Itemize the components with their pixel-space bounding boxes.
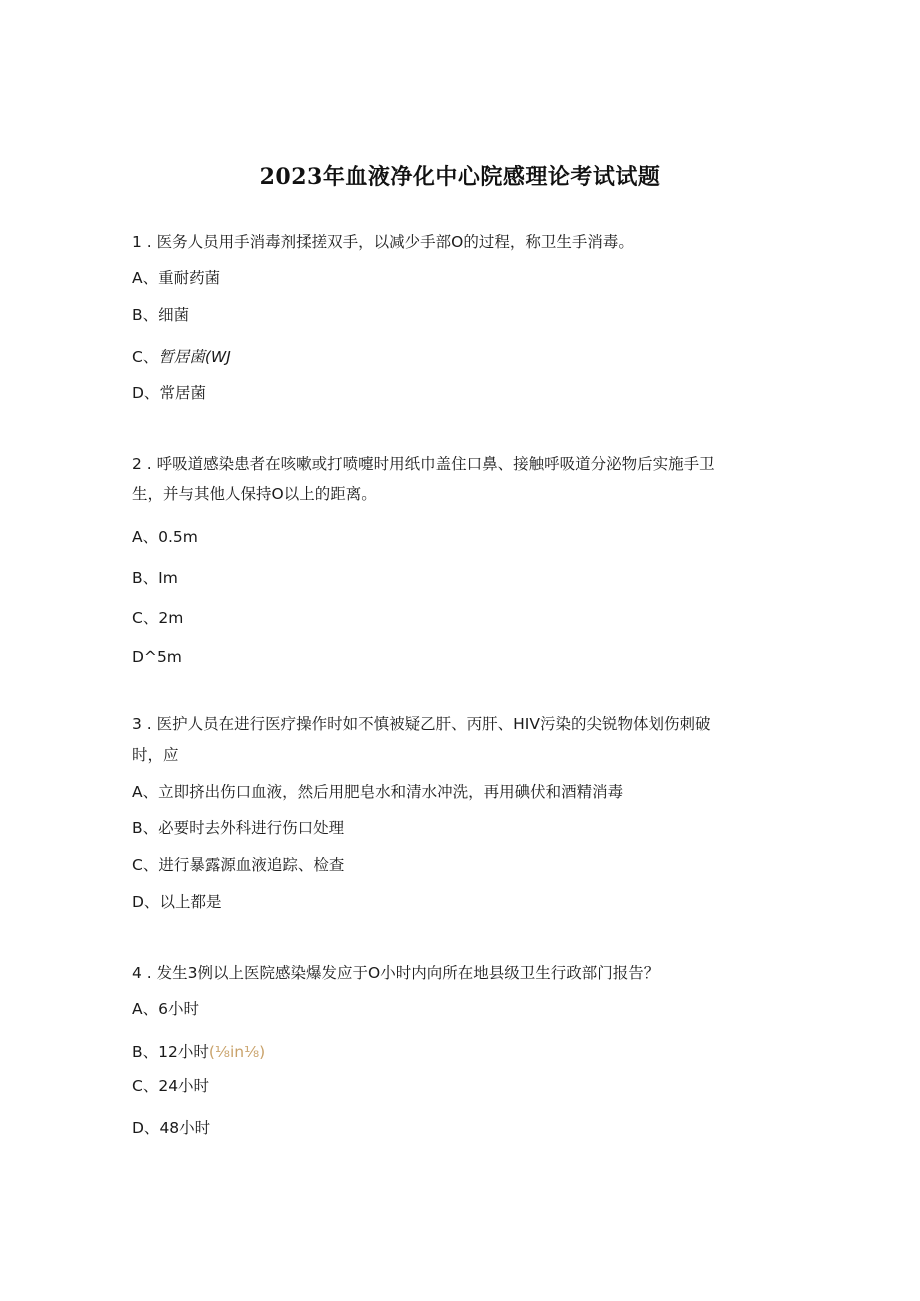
question-3-stem-line-2: 时，应 bbox=[132, 746, 179, 764]
option-text: 以上都是 bbox=[159, 893, 222, 911]
option-label: C、 bbox=[132, 348, 159, 366]
option-text: 立即挤出伤口血液，然后用肥皂水和清水冲洗，再用碘伏和酒精消毒 bbox=[158, 783, 624, 801]
option-label: B、 bbox=[132, 569, 159, 587]
option-label: A、 bbox=[132, 528, 159, 546]
option-label: B、 bbox=[132, 819, 159, 837]
page-title: 2023年血液净化中心院感理论考试试题 bbox=[259, 164, 661, 190]
question-2-option-c bbox=[132, 607, 183, 629]
option-text: 细菌 bbox=[158, 306, 190, 324]
question-2-stem-line-2: 生，并与其他人保持O以上的距离。 bbox=[132, 485, 377, 503]
question-2-option-d bbox=[132, 646, 182, 668]
option-label: D、 bbox=[132, 893, 160, 911]
option-text: 进行暴露源血液追踪、检查 bbox=[158, 856, 345, 874]
option-text: 重耐药菌 bbox=[158, 269, 221, 287]
question-1-option-b bbox=[132, 304, 189, 326]
option-text: 2m bbox=[158, 609, 184, 627]
option-label: A、 bbox=[132, 269, 159, 287]
question-3-option-c bbox=[132, 854, 344, 876]
question-1-option-d bbox=[132, 382, 206, 404]
option-text: Im bbox=[158, 569, 178, 587]
question-3-stem-line-1: 3 . 医护人员在进行医疗操作时如不慎被疑乙肝、丙肝、HIV污染的尖锐物体划伤刺破 bbox=[132, 715, 711, 733]
option-label: C、 bbox=[132, 1077, 159, 1095]
question-4-option-a bbox=[132, 998, 199, 1020]
question-4-option-d bbox=[132, 1117, 210, 1139]
question-3-option-b bbox=[132, 817, 344, 839]
question-2-stem-line-1: 2 . 呼吸道感染患者在咳嗽或打喷嚏时用纸巾盖住口鼻、接触呼吸道分泌物后实施手卫 bbox=[132, 455, 715, 473]
question-4-stem: 4 . 发生3例以上医院感染爆发应于O小时内向所在地县级卫生行政部门报告？ bbox=[132, 964, 660, 982]
option-text: 5m bbox=[156, 648, 182, 666]
question-1-option-c bbox=[132, 346, 231, 368]
question-1-option-a bbox=[132, 267, 220, 289]
option-label: B、 bbox=[132, 1043, 159, 1061]
question-2-option-a bbox=[132, 526, 198, 548]
option-text: 48小时 bbox=[159, 1119, 211, 1137]
question-2-option-b bbox=[132, 567, 178, 589]
option-label: C、 bbox=[132, 609, 159, 627]
option-text: 12小时 bbox=[158, 1043, 209, 1061]
option-text: 6小时 bbox=[158, 1000, 199, 1018]
option-text: 必要时去外科进行伤口处理 bbox=[158, 819, 345, 837]
option-label: D、 bbox=[132, 384, 160, 402]
option-text: 常居菌 bbox=[159, 384, 206, 402]
option-text: 0.5m bbox=[158, 528, 198, 546]
question-4-option-c bbox=[132, 1075, 209, 1097]
handwritten-note: (⅛in⅛) bbox=[208, 1043, 266, 1061]
question-4-option-b bbox=[132, 1041, 265, 1063]
option-text: 暂居菌(WJ bbox=[158, 348, 231, 366]
option-label: D^ bbox=[132, 648, 157, 666]
option-label: A、 bbox=[132, 1000, 159, 1018]
option-label: A、 bbox=[132, 783, 159, 801]
question-3-option-d bbox=[132, 891, 221, 913]
option-label: C、 bbox=[132, 856, 159, 874]
option-label: B、 bbox=[132, 306, 159, 324]
question-1-stem: 1 . 医务人员用手消毒剂揉搓双手，以减少手部O的过程，称卫生手消毒。 bbox=[132, 233, 634, 251]
question-3-option-a bbox=[132, 781, 623, 803]
option-label: D、 bbox=[132, 1119, 160, 1137]
option-text: 24小时 bbox=[158, 1077, 210, 1095]
